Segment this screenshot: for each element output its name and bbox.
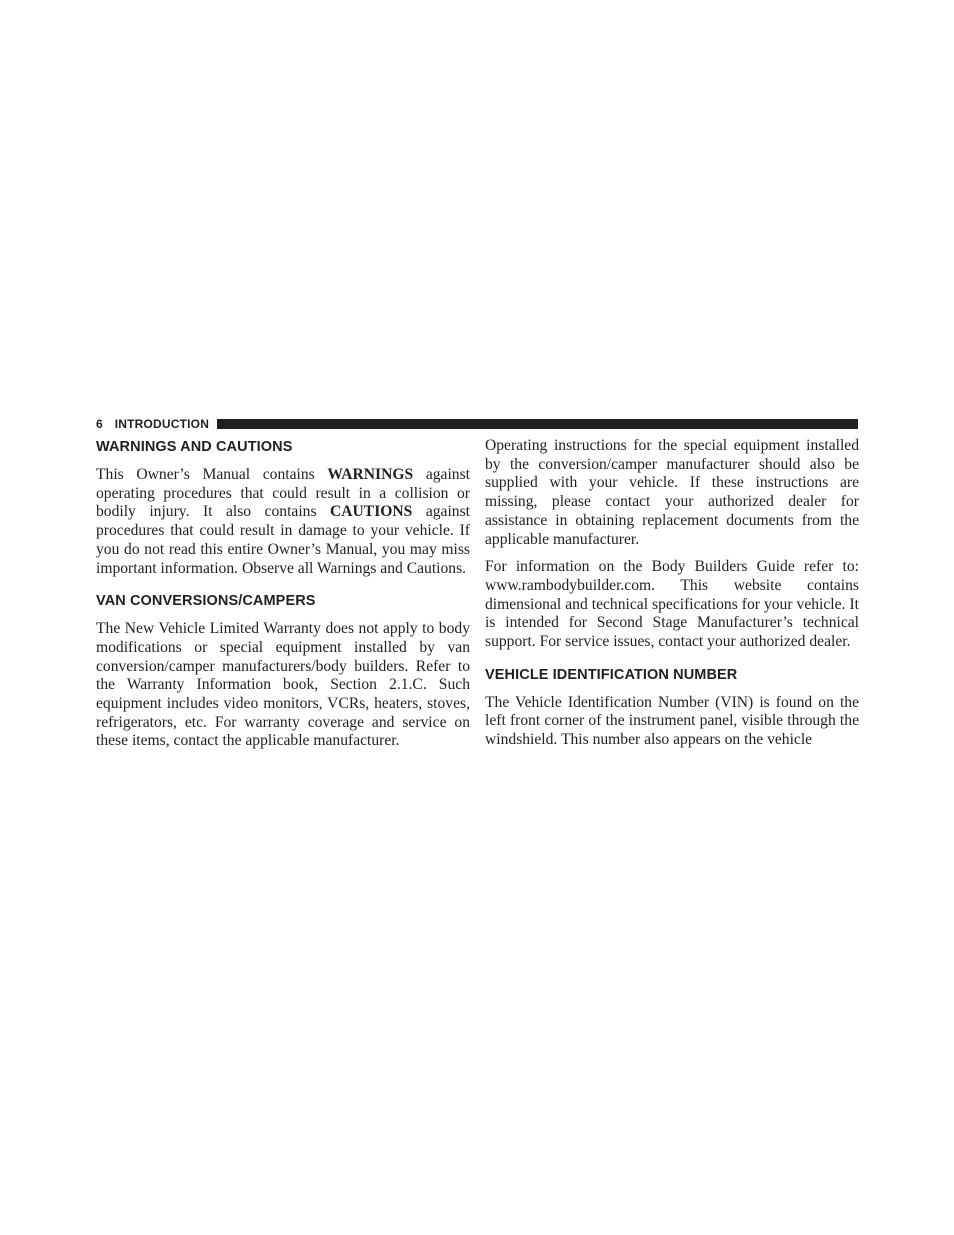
- vin-heading: VEHICLE IDENTIFICATION NUMBER: [485, 666, 738, 683]
- cautions-bold: CAUTIONS: [330, 503, 413, 521]
- page-header: [96, 417, 858, 431]
- right-column: [485, 437, 859, 750]
- warnings-text-1: This Owner’s Manual contains: [96, 466, 328, 483]
- body-builders-paragraph: For information on the Body Builders Guide refer to: www.rambodybuilder.com. This website contains dimensional and technical specifications for your vehicle. It is intended for Second Stage Manufacturer’s technical support. For service issues, contact your authorized dealer.: [485, 558, 859, 651]
- left-column: [96, 437, 470, 751]
- van-conversions-heading: VAN CONVERSIONS/CAMPERS: [96, 593, 316, 610]
- operating-instructions-paragraph: Operating instructions for the special equipment installed by the conversion/camper manufacturer should also be supplied with your vehicle. If these instructions are missing, please contact your authorized dealer for assistance in obtaining replacement documents from the applicable manufacturer.: [485, 437, 859, 548]
- vin-paragraph: The Vehicle Identification Number (VIN) is found on the left front corner of the instrument panel, visible through the windshield. This number also appears on the vehicle: [485, 693, 859, 749]
- warnings-paragraph: [96, 466, 470, 578]
- page-number: 6: [96, 417, 103, 431]
- header-rule: [217, 419, 858, 429]
- section-title: INTRODUCTION: [114, 417, 210, 431]
- van-conversions-paragraph: The New Vehicle Limited Warranty does not apply to body modifications or special equipment installed by van conversion/camper manufacturers/body builders. Refer to the Warranty Information book, Section 2.1.C. Such equipment includes video monitors, VCRs, heaters, stoves, refrigerators, etc. For warranty coverage and service on these items, contact the applicable manufacturer.: [96, 620, 470, 750]
- warnings-heading: WARNINGS AND CAUTIONS: [96, 439, 293, 455]
- warnings-text-3: against procedures that could result in damage to your vehicle. If you do not read this entire Owner’s Manual, you may miss important information. Observe all Warnings and Cautions.: [96, 503, 470, 577]
- warnings-bold: WARNINGS: [327, 466, 414, 483]
- warnings-text-2: against operating procedures that could result in a collision or bodily injury. It also contains: [96, 466, 470, 521]
